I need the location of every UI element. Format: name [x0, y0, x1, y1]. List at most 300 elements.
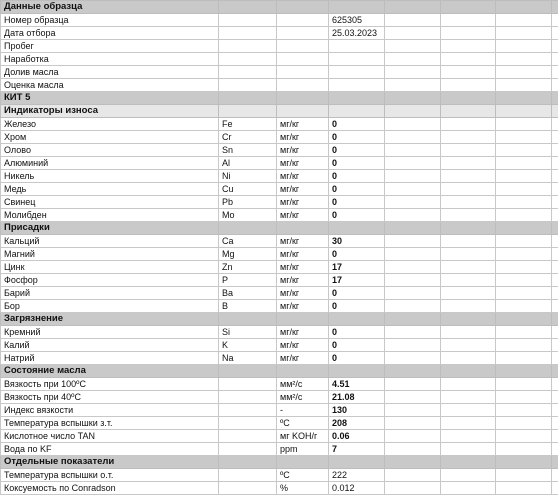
element-symbol: Ni [219, 170, 277, 183]
unit-label: мг KOH/г [277, 430, 329, 443]
row-value: 208 [329, 417, 385, 430]
measurement-row [1, 404, 558, 417]
empty-cell [552, 274, 558, 287]
empty-cell [496, 209, 552, 222]
empty-cell [219, 1, 277, 14]
empty-cell [385, 469, 441, 482]
empty-cell [277, 456, 329, 469]
empty-cell [277, 79, 329, 92]
unit-label: мм²/с [277, 391, 329, 404]
empty-cell [496, 1, 552, 14]
empty-cell [552, 404, 558, 417]
empty-cell [385, 430, 441, 443]
element-symbol: Cr [219, 131, 277, 144]
row-label: Оценка масла [1, 79, 219, 92]
empty-cell [441, 482, 496, 495]
empty-cell [552, 300, 558, 313]
row-label: Молибден [1, 209, 219, 222]
empty-cell [552, 157, 558, 170]
empty-cell [496, 430, 552, 443]
unit-label: мг/кг [277, 131, 329, 144]
empty-cell [441, 469, 496, 482]
section-header-row [1, 456, 558, 469]
empty-cell [385, 66, 441, 79]
empty-cell [552, 40, 558, 53]
row-value [329, 79, 385, 92]
empty-cell [219, 40, 277, 53]
row-label: Медь [1, 183, 219, 196]
empty-cell [441, 261, 496, 274]
section-title: Загрязнение [1, 313, 219, 326]
empty-cell [496, 27, 552, 40]
measurement-row [1, 248, 558, 261]
row-value: 17 [329, 274, 385, 287]
row-value: 0 [329, 248, 385, 261]
sample-row [1, 79, 558, 92]
empty-cell [441, 404, 496, 417]
row-label: Дата отбора [1, 27, 219, 40]
analysis-table-body [1, 1, 558, 495]
empty-cell [385, 417, 441, 430]
row-label: Фосфор [1, 274, 219, 287]
empty-cell [385, 339, 441, 352]
row-label: Долив масла [1, 66, 219, 79]
row-value: 0 [329, 170, 385, 183]
empty-cell [385, 118, 441, 131]
empty-cell [552, 443, 558, 456]
measurement-row [1, 261, 558, 274]
row-label: Алюминий [1, 157, 219, 170]
element-symbol [219, 469, 277, 482]
row-label: Магний [1, 248, 219, 261]
unit-label: мг/кг [277, 209, 329, 222]
empty-cell [496, 157, 552, 170]
empty-cell [552, 313, 558, 326]
row-value: 30 [329, 235, 385, 248]
row-value: 130 [329, 404, 385, 417]
empty-cell [277, 14, 329, 27]
measurement-row [1, 170, 558, 183]
empty-cell [385, 313, 441, 326]
row-value: 4.51 [329, 378, 385, 391]
measurement-row [1, 118, 558, 131]
measurement-row [1, 326, 558, 339]
empty-cell [552, 92, 558, 105]
empty-cell [277, 53, 329, 66]
empty-cell [552, 27, 558, 40]
empty-cell [496, 469, 552, 482]
element-symbol [219, 417, 277, 430]
empty-cell [496, 300, 552, 313]
section-title: Данные образца [1, 1, 219, 14]
empty-cell [552, 469, 558, 482]
measurement-row [1, 157, 558, 170]
empty-cell [219, 27, 277, 40]
unit-label: мм²/с [277, 378, 329, 391]
unit-label: мг/кг [277, 261, 329, 274]
row-label: Пробег [1, 40, 219, 53]
empty-cell [277, 27, 329, 40]
empty-cell [219, 14, 277, 27]
row-label: Цинк [1, 261, 219, 274]
empty-cell [385, 14, 441, 27]
unit-label: мг/кг [277, 118, 329, 131]
empty-cell [496, 170, 552, 183]
empty-cell [552, 417, 558, 430]
empty-cell [277, 92, 329, 105]
empty-cell [496, 235, 552, 248]
empty-cell [496, 105, 552, 118]
section-title: КИТ 5 [1, 92, 219, 105]
empty-cell [496, 352, 552, 365]
empty-cell [385, 92, 441, 105]
empty-cell [496, 339, 552, 352]
row-value: 0 [329, 131, 385, 144]
empty-cell [496, 131, 552, 144]
measurement-row [1, 391, 558, 404]
section-title: Состояние масла [1, 365, 219, 378]
row-value: 0 [329, 157, 385, 170]
empty-cell [219, 456, 277, 469]
empty-cell [329, 222, 385, 235]
row-label: Индекс вязкости [1, 404, 219, 417]
empty-cell [552, 378, 558, 391]
empty-cell [219, 53, 277, 66]
row-label: Вязкость при 100ºC [1, 378, 219, 391]
empty-cell [385, 235, 441, 248]
empty-cell [552, 66, 558, 79]
empty-cell [385, 144, 441, 157]
empty-cell [552, 326, 558, 339]
unit-label: ºC [277, 417, 329, 430]
element-symbol: Ca [219, 235, 277, 248]
empty-cell [385, 40, 441, 53]
empty-cell [496, 79, 552, 92]
element-symbol: Al [219, 157, 277, 170]
empty-cell [441, 339, 496, 352]
row-label: Кремний [1, 326, 219, 339]
element-symbol [219, 404, 277, 417]
element-symbol: Sn [219, 144, 277, 157]
empty-cell [441, 378, 496, 391]
empty-cell [385, 261, 441, 274]
empty-cell [385, 1, 441, 14]
measurement-row [1, 274, 558, 287]
empty-cell [496, 144, 552, 157]
empty-cell [441, 222, 496, 235]
empty-cell [552, 365, 558, 378]
sample-row [1, 66, 558, 79]
empty-cell [385, 404, 441, 417]
empty-cell [552, 339, 558, 352]
empty-cell [385, 456, 441, 469]
element-symbol: Si [219, 326, 277, 339]
unit-label: ppm [277, 443, 329, 456]
empty-cell [329, 365, 385, 378]
empty-cell [441, 1, 496, 14]
row-value [329, 40, 385, 53]
empty-cell [496, 482, 552, 495]
row-value: 0 [329, 287, 385, 300]
empty-cell [552, 1, 558, 14]
empty-cell [385, 482, 441, 495]
empty-cell [496, 404, 552, 417]
row-label: Кислотное число TAN [1, 430, 219, 443]
row-value: 7 [329, 443, 385, 456]
element-symbol [219, 443, 277, 456]
element-symbol: Mg [219, 248, 277, 261]
empty-cell [496, 287, 552, 300]
row-label: Олово [1, 144, 219, 157]
row-value: 0 [329, 118, 385, 131]
section-header-row [1, 1, 558, 14]
empty-cell [441, 430, 496, 443]
empty-cell [385, 287, 441, 300]
empty-cell [552, 53, 558, 66]
row-value: 25.03.2023 [329, 27, 385, 40]
empty-cell [496, 365, 552, 378]
row-value: 0 [329, 196, 385, 209]
row-label: Температура вспышки з.т. [1, 417, 219, 430]
empty-cell [329, 1, 385, 14]
empty-cell [219, 365, 277, 378]
element-symbol: K [219, 339, 277, 352]
empty-cell [385, 79, 441, 92]
unit-label: мг/кг [277, 235, 329, 248]
unit-label: мг/кг [277, 352, 329, 365]
empty-cell [496, 326, 552, 339]
empty-cell [496, 391, 552, 404]
empty-cell [385, 183, 441, 196]
empty-cell [552, 430, 558, 443]
section-header-row [1, 313, 558, 326]
empty-cell [441, 391, 496, 404]
empty-cell [441, 209, 496, 222]
element-symbol [219, 430, 277, 443]
empty-cell [277, 40, 329, 53]
empty-cell [552, 118, 558, 131]
empty-cell [552, 209, 558, 222]
row-value: 0.012 [329, 482, 385, 495]
measurement-row [1, 339, 558, 352]
row-label: Хром [1, 131, 219, 144]
row-value: 17 [329, 261, 385, 274]
empty-cell [496, 261, 552, 274]
empty-cell [496, 248, 552, 261]
unit-label: мг/кг [277, 196, 329, 209]
section-title: Присадки [1, 222, 219, 235]
unit-label: мг/кг [277, 274, 329, 287]
element-symbol: Na [219, 352, 277, 365]
section-title: Отдельные показатели [1, 456, 219, 469]
row-label: Натрий [1, 352, 219, 365]
sample-row [1, 40, 558, 53]
empty-cell [441, 313, 496, 326]
element-symbol: B [219, 300, 277, 313]
measurement-row [1, 417, 558, 430]
empty-cell [385, 53, 441, 66]
empty-cell [385, 27, 441, 40]
element-symbol [219, 482, 277, 495]
empty-cell [552, 183, 558, 196]
empty-cell [441, 144, 496, 157]
empty-cell [552, 261, 558, 274]
empty-cell [441, 40, 496, 53]
empty-cell [385, 391, 441, 404]
empty-cell [277, 365, 329, 378]
empty-cell [329, 92, 385, 105]
empty-cell [219, 105, 277, 118]
empty-cell [385, 365, 441, 378]
empty-cell [441, 66, 496, 79]
empty-cell [552, 456, 558, 469]
empty-cell [496, 183, 552, 196]
sample-row [1, 27, 558, 40]
empty-cell [496, 14, 552, 27]
empty-cell [385, 248, 441, 261]
unit-label: мг/кг [277, 157, 329, 170]
row-label: Кальций [1, 235, 219, 248]
element-symbol: Fe [219, 118, 277, 131]
empty-cell [329, 105, 385, 118]
empty-cell [552, 14, 558, 27]
empty-cell [552, 79, 558, 92]
empty-cell [552, 248, 558, 261]
unit-label: мг/кг [277, 170, 329, 183]
row-label: Железо [1, 118, 219, 131]
empty-cell [219, 92, 277, 105]
section-header-row [1, 222, 558, 235]
empty-cell [552, 131, 558, 144]
empty-cell [277, 66, 329, 79]
empty-cell [441, 248, 496, 261]
element-symbol: Pb [219, 196, 277, 209]
empty-cell [385, 222, 441, 235]
empty-cell [496, 313, 552, 326]
unit-label: мг/кг [277, 339, 329, 352]
section-header-row [1, 105, 558, 118]
empty-cell [385, 274, 441, 287]
row-value: 0 [329, 339, 385, 352]
measurement-row [1, 196, 558, 209]
empty-cell [277, 313, 329, 326]
measurement-row [1, 469, 558, 482]
empty-cell [496, 274, 552, 287]
sample-row [1, 53, 558, 66]
element-symbol: Zn [219, 261, 277, 274]
unit-label: мг/кг [277, 183, 329, 196]
unit-label: - [277, 404, 329, 417]
empty-cell [329, 313, 385, 326]
section-title: Индикаторы износа [1, 105, 219, 118]
empty-cell [385, 326, 441, 339]
empty-cell [552, 144, 558, 157]
empty-cell [496, 417, 552, 430]
measurement-row [1, 235, 558, 248]
empty-cell [385, 105, 441, 118]
empty-cell [496, 222, 552, 235]
element-symbol: Mo [219, 209, 277, 222]
empty-cell [552, 391, 558, 404]
measurement-row [1, 300, 558, 313]
row-value: 21.08 [329, 391, 385, 404]
row-label: Барий [1, 287, 219, 300]
element-symbol: Ba [219, 287, 277, 300]
empty-cell [441, 300, 496, 313]
row-label: Калий [1, 339, 219, 352]
empty-cell [385, 300, 441, 313]
empty-cell [496, 53, 552, 66]
empty-cell [277, 1, 329, 14]
unit-label: % [277, 482, 329, 495]
element-symbol [219, 391, 277, 404]
empty-cell [552, 352, 558, 365]
unit-label: мг/кг [277, 144, 329, 157]
unit-label: мг/кг [277, 326, 329, 339]
measurement-row [1, 144, 558, 157]
empty-cell [385, 157, 441, 170]
measurement-row [1, 378, 558, 391]
empty-cell [441, 131, 496, 144]
element-symbol: Cu [219, 183, 277, 196]
measurement-row [1, 131, 558, 144]
empty-cell [441, 287, 496, 300]
unit-label: ºC [277, 469, 329, 482]
empty-cell [441, 417, 496, 430]
row-value [329, 66, 385, 79]
empty-cell [552, 196, 558, 209]
empty-cell [441, 79, 496, 92]
empty-cell [385, 170, 441, 183]
element-symbol: P [219, 274, 277, 287]
empty-cell [552, 170, 558, 183]
row-value: 0 [329, 183, 385, 196]
empty-cell [552, 287, 558, 300]
row-value: 0 [329, 144, 385, 157]
empty-cell [385, 209, 441, 222]
empty-cell [496, 92, 552, 105]
empty-cell [385, 196, 441, 209]
row-label: Никель [1, 170, 219, 183]
measurement-row [1, 482, 558, 495]
empty-cell [496, 378, 552, 391]
row-label: Температура вспышки о.т. [1, 469, 219, 482]
empty-cell [496, 118, 552, 131]
row-value: 0.06 [329, 430, 385, 443]
sample-row [1, 14, 558, 27]
empty-cell [277, 105, 329, 118]
empty-cell [441, 27, 496, 40]
unit-label: мг/кг [277, 300, 329, 313]
measurement-row [1, 430, 558, 443]
measurement-row [1, 287, 558, 300]
row-value: 0 [329, 300, 385, 313]
row-value: 0 [329, 326, 385, 339]
row-label: Вода по KF [1, 443, 219, 456]
row-label: Номер образца [1, 14, 219, 27]
empty-cell [441, 170, 496, 183]
row-value [329, 53, 385, 66]
empty-cell [441, 196, 496, 209]
empty-cell [219, 313, 277, 326]
row-label: Свинец [1, 196, 219, 209]
empty-cell [441, 365, 496, 378]
section-header-row [1, 92, 558, 105]
empty-cell [385, 443, 441, 456]
empty-cell [441, 274, 496, 287]
measurement-row [1, 443, 558, 456]
empty-cell [496, 196, 552, 209]
